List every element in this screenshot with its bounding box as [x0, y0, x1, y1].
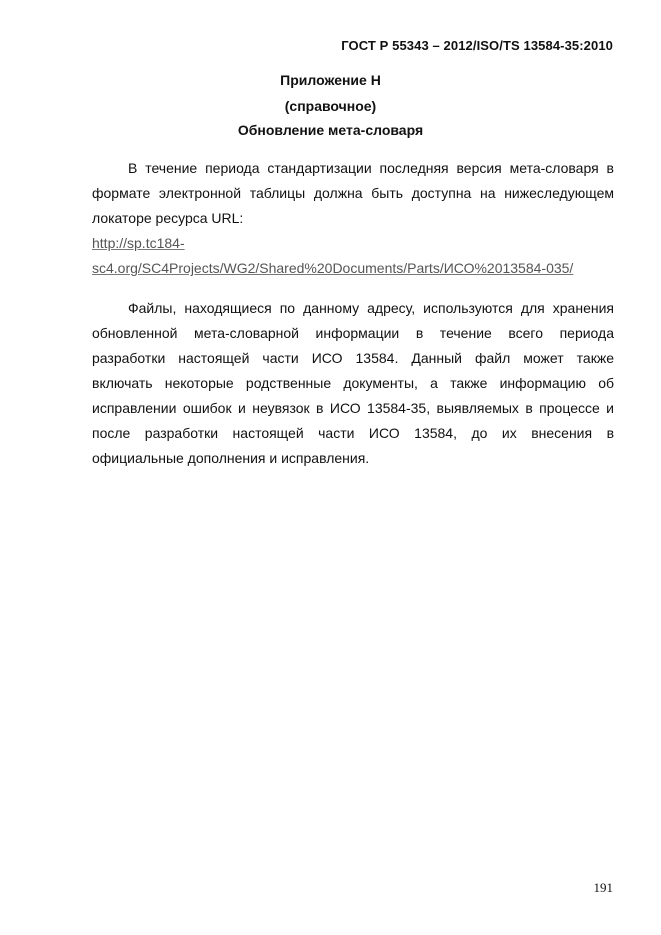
paragraph-line: разработки настоящей части ИСО 13584. Данный файл может также	[92, 350, 614, 366]
resource-url-link-line[interactable]: http://sp.tc184-	[92, 235, 185, 251]
paragraph-line: исправлении ошибок и неувязок в ИСО 13584-35, выявляемых в процессе и	[92, 400, 614, 416]
paragraph-line: обновленной мета-словарной информации в течение всего периода	[92, 325, 614, 341]
paragraph-file-purpose	[92, 296, 614, 471]
annex-subject: Обновление мета-словаря	[237, 122, 424, 138]
annex-title: Приложение Н	[280, 72, 381, 88]
paragraph-line: формате электронной таблицы должна быть доступна на нижеследующем	[92, 185, 614, 201]
paragraph-line: В течение периода стандартизации последняя версия мета-словаря в	[128, 160, 614, 176]
resource-url-link-line[interactable]: sc4.org/SC4Projects/WG2/Shared%20Documents/Parts/ИСО%2013584-035/	[92, 260, 574, 276]
paragraph-line: Файлы, находящиеся по данному адресу, используются для хранения	[128, 300, 614, 316]
paragraph-line: официальные дополнения и исправления.	[92, 450, 370, 466]
paragraph-metadictionary-location	[92, 156, 614, 281]
document-code-header: ГОСТ Р 55343 – 2012/ISO/TS 13584-35:2010	[341, 38, 613, 53]
paragraph-line: включать некоторые родственные документы, а также информацию об	[92, 375, 614, 391]
paragraph-line: локаторе ресурса URL:	[92, 210, 244, 226]
annex-type: (справочное)	[284, 98, 377, 114]
paragraph-line: после разработки настоящей части ИСО 13584, до их внесения в	[92, 425, 614, 441]
page-number: 191	[593, 880, 613, 895]
